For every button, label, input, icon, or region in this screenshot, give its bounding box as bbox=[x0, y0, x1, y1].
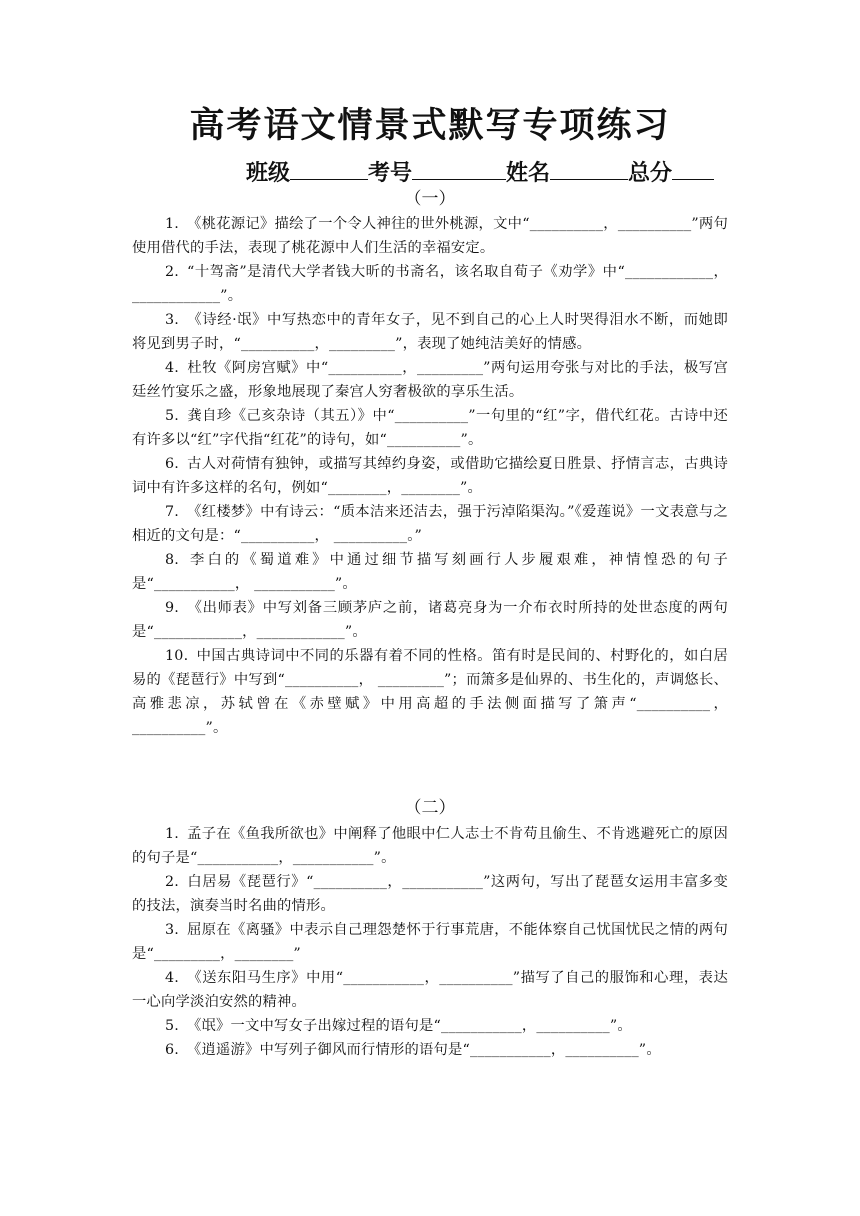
question-item bbox=[132, 822, 728, 870]
question-number: 3. bbox=[165, 312, 180, 328]
question-item bbox=[132, 500, 728, 548]
section-heading-2: （二） bbox=[404, 798, 456, 818]
question-item bbox=[132, 548, 728, 596]
number-label: 考号 bbox=[368, 161, 413, 186]
name-blank bbox=[550, 155, 628, 180]
question-text: 杜牧《阿房宫赋》中“__________，_________”两句运用夸张与对比的手法，极写宫廷丝竹宴乐之盛，形象地展现了秦宫人穷奢极欲的享乐生活。 bbox=[132, 360, 728, 400]
name-label: 姓名 bbox=[506, 161, 551, 186]
question-item bbox=[132, 966, 728, 1014]
question-text: 龚自珍《己亥杂诗（其五）》中“__________”一句里的“红”字，借代红花。古诗中还有许多以“红”字代指“红花”的诗句，如“__________”。 bbox=[132, 408, 728, 448]
question-item bbox=[132, 356, 728, 404]
question-number: 3. bbox=[165, 922, 180, 938]
student-info-row bbox=[246, 155, 746, 189]
question-text: 《红楼梦》中有诗云：“质本洁来还洁去，强于污淖陷渠沟。”《爱莲说》一文表意与之相近的文句是：“__________， __________。” bbox=[132, 504, 728, 544]
question-item bbox=[132, 260, 728, 308]
question-text: 中国古典诗词中不同的乐器有着不同的性格。笛有时是民间的、村野化的，如白居易的《琵琶行》中写到“__________， _________”；而箫多是仙界的、书生化的，声调悠长、高雅悲凉，苏轼曾在《赤壁赋》中用高超的手法侧面描写了箫声“__________， __________”。 bbox=[132, 648, 728, 736]
question-item bbox=[132, 596, 728, 644]
question-number: 10. bbox=[165, 648, 189, 664]
question-number: 7. bbox=[165, 504, 180, 520]
question-number: 5. bbox=[165, 408, 180, 424]
question-item bbox=[132, 1038, 728, 1062]
question-text: 《逍遥游》中写列子御风而行情形的语句是“___________，__________”。 bbox=[187, 1042, 661, 1058]
question-text: 古人对荷情有独钟，或描写其绰约身姿，或借助它描绘夏日胜景、抒情言志，古典诗词中有许多这样的名句，例如“________，________”。 bbox=[132, 456, 728, 496]
question-item bbox=[132, 308, 728, 356]
question-number: 6. bbox=[165, 1042, 180, 1058]
page-title: 高考语文情景式默写专项练习 bbox=[189, 106, 671, 146]
question-text: 李白的《蜀道难》中通过细节描写刻画行人步履艰难，神情惶恐的句子是“___________， ___________”。 bbox=[132, 552, 728, 592]
question-number: 5. bbox=[165, 1018, 180, 1034]
class-blank bbox=[290, 155, 368, 180]
question-number: 2. bbox=[165, 874, 180, 890]
question-item bbox=[132, 212, 728, 260]
question-text: 《氓》一文中写女子出嫁过程的语句是“___________，__________”。 bbox=[187, 1018, 632, 1034]
class-label: 班级 bbox=[246, 161, 291, 186]
question-item bbox=[132, 918, 728, 966]
question-list-1 bbox=[132, 212, 728, 740]
question-text: 孟子在《鱼我所欲也》中阐释了他眼中仁人志士不肯苟且偷生、不肯逃避死亡的原因的句子是“___________，___________”。 bbox=[132, 826, 728, 866]
question-number: 9. bbox=[165, 600, 180, 616]
question-item bbox=[132, 404, 728, 452]
question-number: 6. bbox=[165, 456, 180, 472]
question-item bbox=[132, 870, 728, 918]
score-blank bbox=[672, 155, 714, 180]
question-text: 《送东阳马生序》中用“___________，__________”描写了自己的服饰和心理，表达一心向学淡泊安然的精神。 bbox=[132, 970, 728, 1010]
question-number: 2. bbox=[165, 264, 180, 280]
question-item bbox=[132, 644, 728, 740]
score-label: 总分 bbox=[628, 161, 673, 186]
question-number: 8. bbox=[165, 552, 180, 568]
question-text: “十驾斋”是清代大学者钱大昕的书斋名，该名取自荀子《劝学》中“____________，____________”。 bbox=[132, 264, 728, 304]
question-list-2 bbox=[132, 822, 728, 1062]
section-heading-1: （一） bbox=[404, 189, 456, 209]
number-blank bbox=[412, 155, 506, 180]
question-text: 《出师表》中写刘备三顾茅庐之前，诸葛亮身为一介布衣时所持的处世态度的两句是“____________，____________”。 bbox=[132, 600, 728, 640]
question-text: 《诗经·氓》中写热恋中的青年女子，见不到自己的心上人时哭得泪水不断，而她即将见到男子时，“__________，_________”，表现了她纯洁美好的情感。 bbox=[132, 312, 728, 352]
question-number: 1. bbox=[165, 826, 180, 842]
question-text: 屈原在《离骚》中表示自己理怨楚怀于行事荒唐，不能体察自己忧国忧民之情的两句是“_________，________” bbox=[132, 922, 728, 962]
question-number: 4. bbox=[165, 970, 180, 986]
question-item bbox=[132, 452, 728, 500]
question-number: 1. bbox=[165, 216, 180, 232]
question-text: 白居易《琵琶行》“__________，___________”这两句，写出了琵琶女运用丰富多变的技法，演奏当时名曲的情形。 bbox=[132, 874, 728, 914]
question-item bbox=[132, 1014, 728, 1038]
question-number: 4. bbox=[165, 360, 180, 376]
question-text: 《桃花源记》描绘了一个令人神往的世外桃源，文中“__________，__________”两句使用借代的手法，表现了桃花源中人们生活的幸福安定。 bbox=[132, 216, 728, 256]
